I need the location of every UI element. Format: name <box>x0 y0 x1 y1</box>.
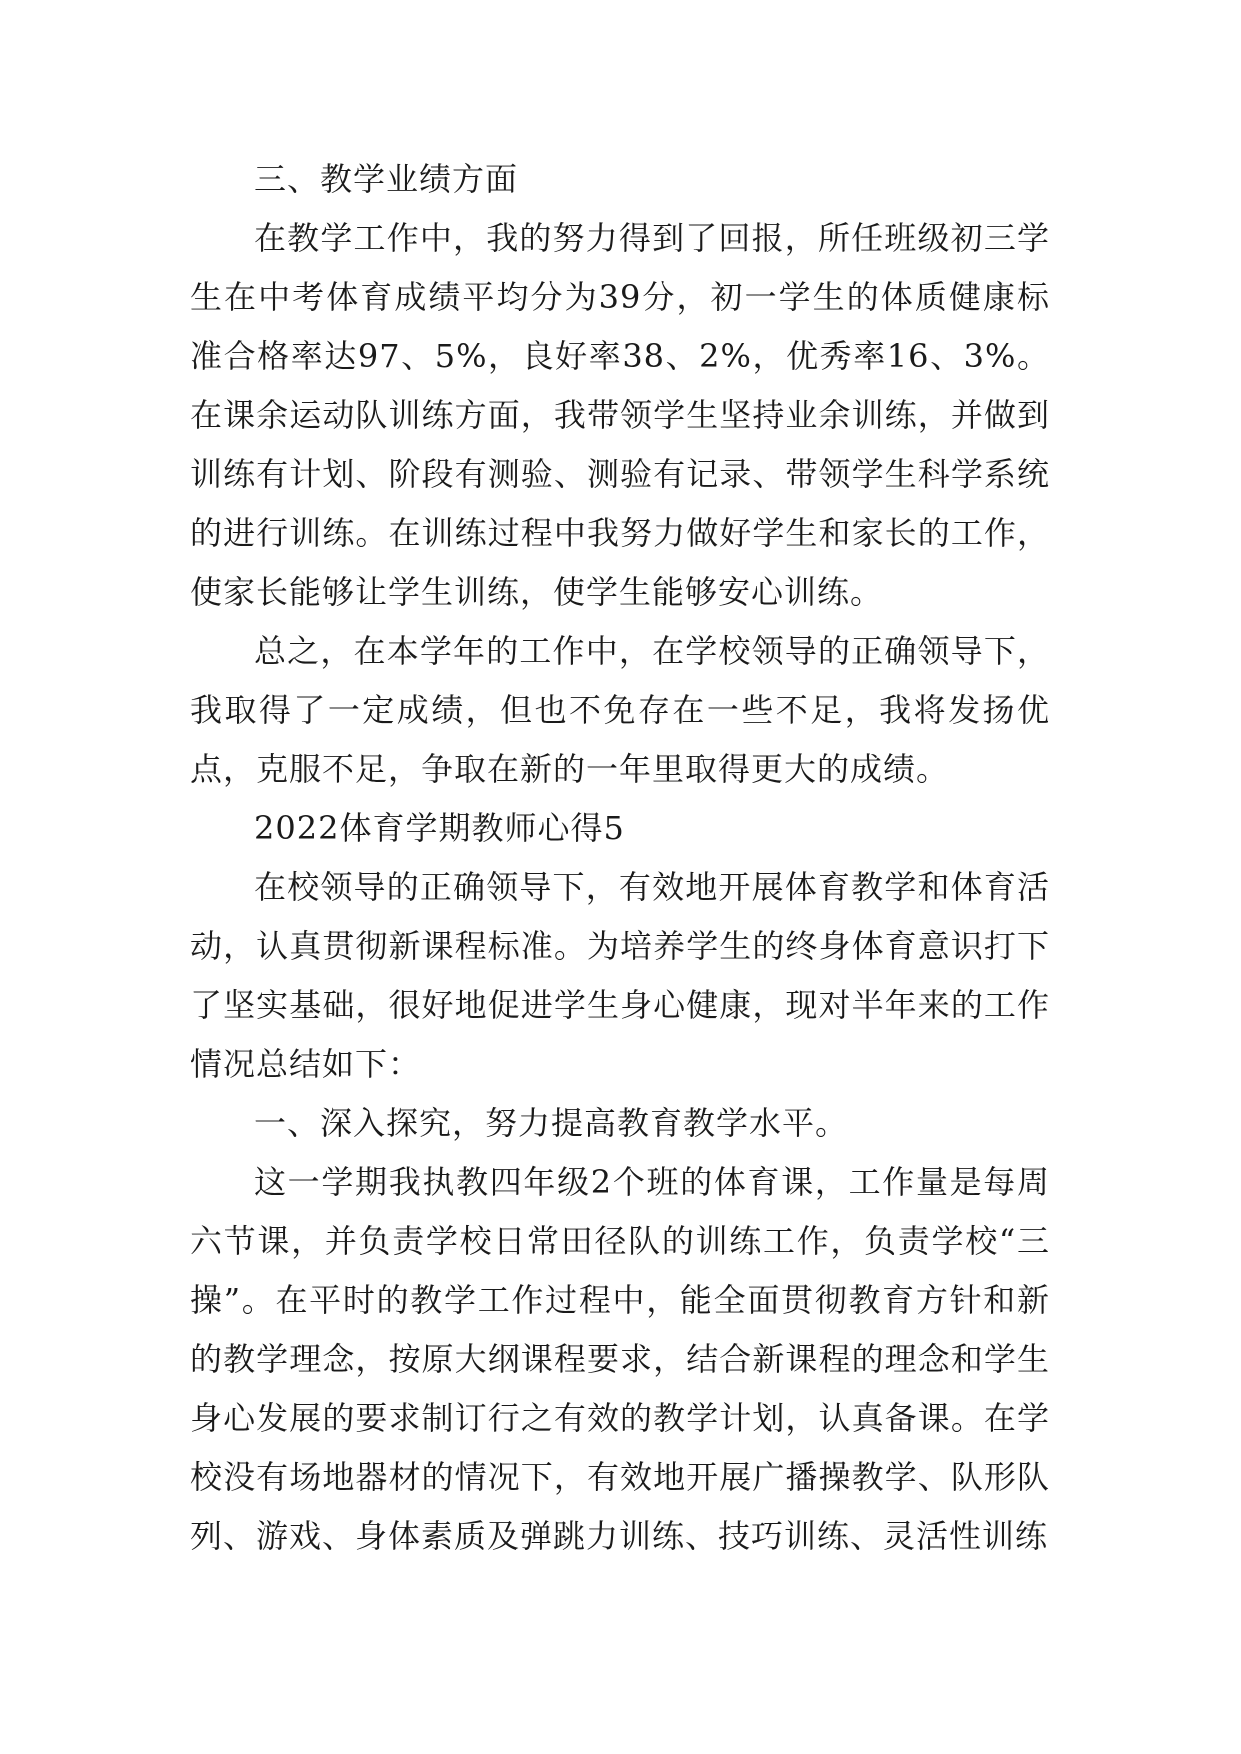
paragraph-teaching-results: 在教学工作中，我的努力得到了回报，所任班级初三学生在中考体育成绩平均分为39分，初一学生的体质健康标准合格率达97、5%，良好率38、2%，优秀率16、3%。在课余运动队训练方面，我带领学生坚持业余训练，并做到训练有计划、阶段有测验、测验有记录、带领学生科学系统的进行训练。在训练过程中我努力做好学生和家长的工作，使家长能够让学生训练，使学生能够安心训练。 <box>190 219 1050 611</box>
article-title-5: 2022体育学期教师心得5 <box>254 809 625 847</box>
paragraph-semester-work: 这一学期我执教四年级2个班的体育课，工作量是每周六节课，并负责学校日常田径队的训练工作，负责学校“三操”。在平时的教学工作过程中，能全面贯彻教育方针和新的教学理念，按原大纲课程要求，结合新课程的理念和学生身心发展的要求制订行之有效的教学计划，认真备课。在学校没有场地器材的情况下，有效地开展广播操教学、队形队列、游戏、身体素质及弹跳力训练、技巧训练、灵活性训练 <box>190 1163 1050 1555</box>
section-heading-teaching-results: 三、教学业绩方面 <box>254 160 519 198</box>
paragraph-summary: 总之，在本学年的工作中，在学校领导的正确领导下，我取得了一定成绩，但也不免存在一些不足，我将发扬优点，克服不足，争取在新的一年里取得更大的成绩。 <box>190 632 1050 788</box>
section-heading-explore: 一、深入探究，努力提高教育教学水平。 <box>254 1104 849 1142</box>
paragraph-intro: 在校领导的正确领导下，有效地开展体育教学和体育活动，认真贯彻新课程标准。为培养学生的终身体育意识打下了坚实基础，很好地促进学生身心健康，现对半年来的工作情况总结如下： <box>190 868 1050 1083</box>
document-body <box>190 150 1050 1566</box>
